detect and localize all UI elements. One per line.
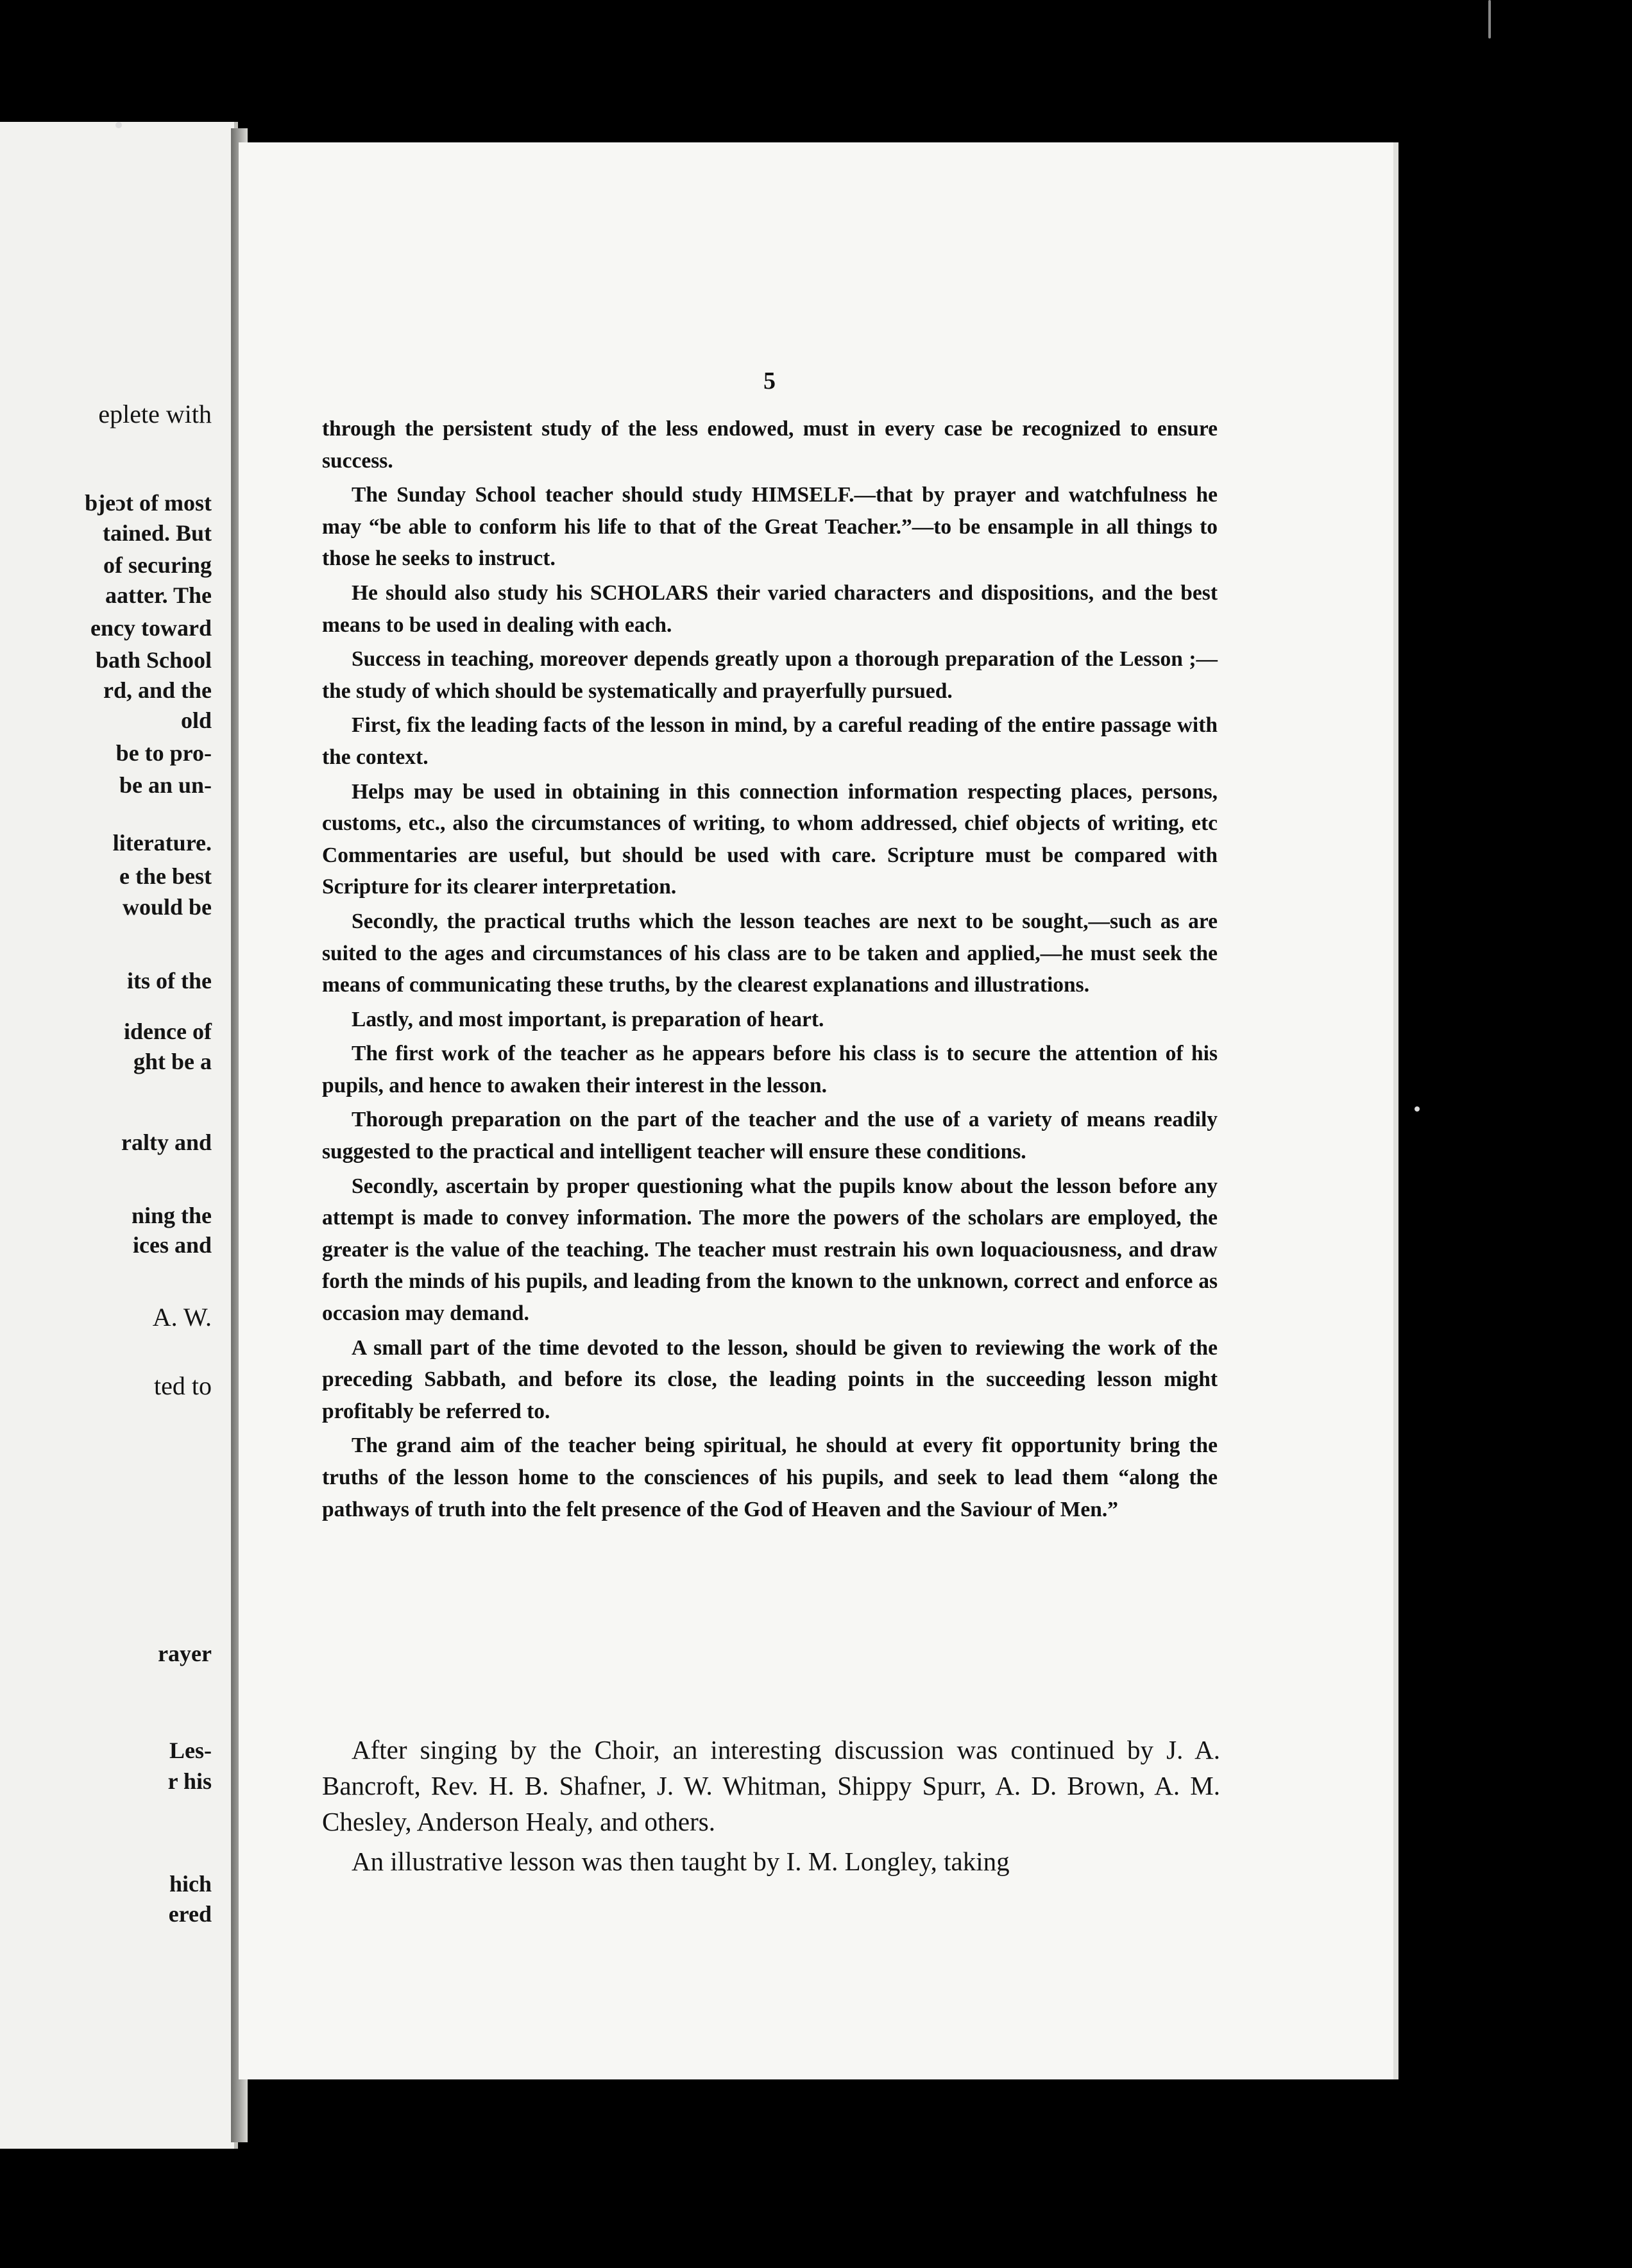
closing-text-block: [322, 1732, 1220, 1883]
left-page-text-fragment: ted to: [154, 1371, 212, 1400]
left-page-text-fragment: of securing: [103, 552, 212, 578]
left-page-text-fragment: Les-: [169, 1738, 212, 1763]
main-text-block: [322, 413, 1218, 1528]
left-page-text-fragment: rd, and the: [103, 677, 212, 703]
left-page-text-fragment: ning the: [131, 1203, 212, 1228]
paragraph: He should also study his SCHOLARS their varied characters and dispositions, and the best means to be used in dealing with each.: [322, 580, 1218, 637]
left-page-text-fragment: be an un-: [119, 772, 212, 798]
left-page-text-fragment: be to pro-: [115, 740, 212, 766]
left-page-text-fragment: bath School: [95, 647, 212, 673]
paragraph: The Sunday School teacher should study HIMSELF.—that by prayer and watchfulness he may “be able to conform his life to that of the Great Teacher.”—to be ensample in all things to those he seeks to instruct.: [322, 483, 1218, 571]
left-page-text-fragment: A. W.: [152, 1303, 212, 1332]
left-page-text-fragment: would be: [122, 894, 212, 920]
left-page-text-fragment: its of the: [127, 968, 212, 994]
left-page-text-fragment: literature.: [112, 830, 212, 856]
scan-speck: [1415, 1106, 1420, 1112]
left-page-text-fragment: hich: [169, 1871, 212, 1897]
paragraph: Lastly, and most important, is preparation of heart.: [352, 1007, 824, 1031]
paragraph: Secondly, ascertain by proper questioning what the pupils know about the lesson before any attempt is made to convey information. The more the powers of the scholars are employed, the greater is the value of the teaching. The teacher must restrain his own loquaciousness, and draw forth the minds of his pupils, and leading from the known to the unknown, correct and enforce as occasion may demand.: [322, 1174, 1218, 1326]
left-page-text-fragment: aatter. The: [105, 582, 212, 608]
paragraph: An illustrative lesson was then taught by I. M. Longley, taking: [352, 1847, 1010, 1876]
left-facing-page: [0, 122, 238, 2149]
paragraph: After singing by the Choir, an interesting discussion was continued by J. A. Bancroft, Rev. H. B. Shafner, J. W. Whitman, Shippy Spurr, A. D. Brown, A. M. Chesley, Anderson Healy, and others.: [322, 1735, 1220, 1836]
left-page-text-fragment: idence of: [124, 1019, 212, 1044]
page-number: 5: [763, 368, 776, 394]
left-page-text-fragment: ght be a: [133, 1049, 212, 1074]
left-page-text-fragment: tained. But: [102, 520, 212, 546]
left-page-text-fragment: ered: [168, 1901, 212, 1927]
left-page-text-fragment: e the best: [119, 863, 212, 889]
paragraph: Secondly, the practical truths which the lesson teaches are next to be sought,—such as are suited to the ages and circumstances of his class are to be taken and applied,—he must seek the means of communicating these truths, by the clearest explanations and illustrations.: [322, 909, 1218, 997]
paragraph: The first work of the teacher as he appears before his class is to secure the attention of his pupils, and hence to awaken their interest in the lesson.: [322, 1042, 1218, 1097]
left-page-text-fragment: bjeɔt of most: [85, 490, 212, 516]
paragraph: Helps may be used in obtaining in this connection information respecting places, persons, customs, etc., also the circumstances of writing, to whom addressed, chief objects of writing, etc Commentaries are useful, but should be used with care. Scripture must be compared with Scripture for its clearer interpretation.: [322, 779, 1218, 899]
scan-speck: [1488, 0, 1491, 38]
left-page-text-fragment: ices and: [132, 1232, 212, 1258]
paragraph: through the persistent study of the less endowed, must in every case be recognized to ensure success.: [322, 417, 1218, 473]
left-page-text-fragment: eplete with: [98, 400, 212, 428]
paragraph: Success in teaching, moreover depends greatly upon a thorough preparation of the Lesson ;—the study of which should be systematically and prayerfully pursued.: [322, 647, 1218, 703]
paragraph: A small part of the time devoted to the lesson, should be given to reviewing the work of the preceding Sabbath, and before its close, the leading points in the succeeding lesson might profitably be referred to.: [322, 1335, 1218, 1423]
scan-speck: [115, 122, 122, 128]
left-page-text-fragment: r his: [167, 1768, 212, 1794]
left-page-text-fragment: ency toward: [90, 615, 212, 641]
left-page-text-fragment: ralty and: [121, 1130, 212, 1155]
paragraph: First, fix the leading facts of the lesson in mind, by a careful reading of the entire passage with the context.: [322, 713, 1218, 769]
left-page-text-fragment: rayer: [158, 1641, 212, 1666]
paragraph: Thorough preparation on the part of the teacher and the use of a variety of means readily suggested to the practical and intelligent teacher will ensure these conditions.: [322, 1108, 1218, 1164]
paragraph: The grand aim of the teacher being spiritual, he should at every fit opportunity bring the truths of the lesson home to the consciences of his pupils, and seek to lead them “along the pathways of truth into the felt presence of the God of Heaven and the Saviour of Men.”: [322, 1434, 1218, 1521]
left-page-text-fragment: old: [180, 707, 212, 733]
